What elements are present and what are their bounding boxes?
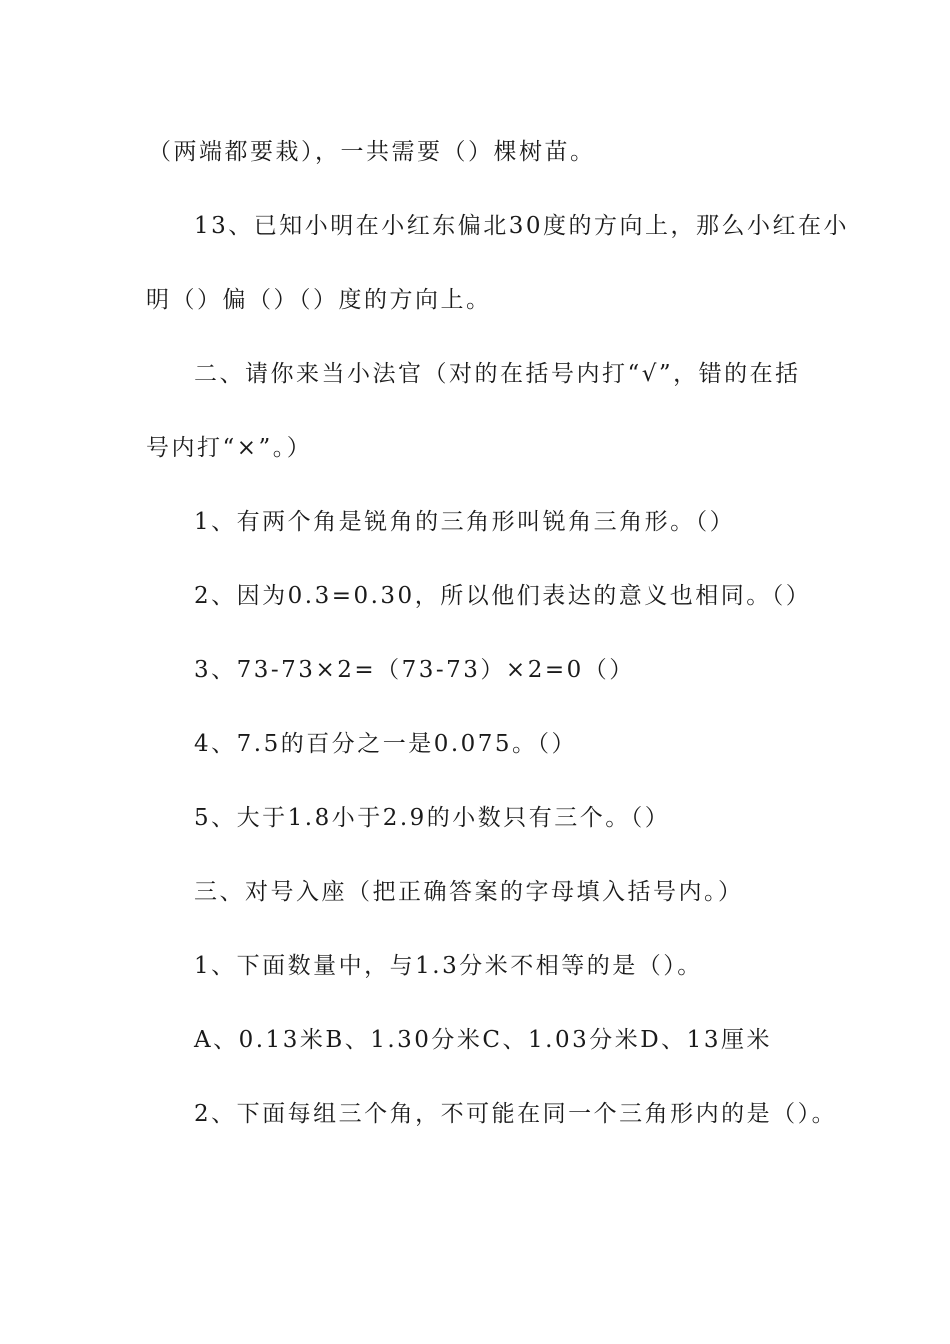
section-2-heading-line-2: 号内打“×”。） bbox=[146, 435, 313, 461]
judge-question-3: 3、73-73×2=（73-73）×2=0（） bbox=[194, 657, 635, 683]
section-3-heading: 三、对号入座（把正确答案的字母填入括号内。） bbox=[194, 879, 744, 905]
judge-question-2: 2、因为0.3=0.30，所以他们表达的意义也相同。（） bbox=[194, 583, 812, 609]
choice-question-1: 1、下面数量中，与1.3分米不相等的是（）。 bbox=[194, 953, 703, 979]
question-13-line-2: 明（）偏（）（）度的方向上。 bbox=[146, 287, 492, 313]
judge-question-1: 1、有两个角是锐角的三角形叫锐角三角形。（） bbox=[194, 509, 736, 535]
text-line-planting-continuation: （两端都要栽），一共需要（）棵树苗。 bbox=[148, 139, 596, 165]
judge-question-4: 4、7.5的百分之一是0.075。（） bbox=[194, 731, 578, 757]
judge-question-5: 5、大于1.8小于2.9的小数只有三个。（） bbox=[194, 805, 671, 831]
choice-question-2: 2、下面每组三个角，不可能在同一个三角形内的是（）。 bbox=[194, 1101, 838, 1127]
section-2-heading-line-1: 二、请你来当小法官（对的在括号内打“√”，错的在括 bbox=[194, 361, 801, 387]
question-13-line-1: 13、已知小明在小红东偏北30度的方向上，那么小红在小 bbox=[194, 213, 850, 239]
choice-question-1-options: A、0.13米B、1.30分米C、1.03分米D、13厘米 bbox=[194, 1027, 772, 1053]
